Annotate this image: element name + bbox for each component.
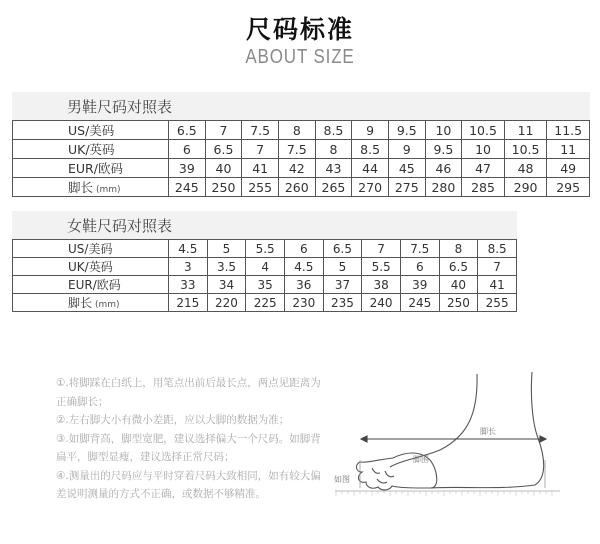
size-cell: 240 — [362, 294, 401, 312]
size-cell: 8 — [315, 140, 352, 159]
size-cell: 4.5 — [284, 258, 323, 276]
size-cell: 10.5 — [462, 121, 505, 140]
size-cell: 48 — [504, 159, 547, 178]
size-cell: 9.5 — [425, 140, 462, 159]
size-cell: 39 — [169, 159, 206, 178]
size-cell: 41 — [242, 159, 279, 178]
size-cell: 250 — [439, 294, 478, 312]
size-cell: 235 — [323, 294, 362, 312]
size-cell: 4.5 — [169, 240, 208, 258]
size-cell: 7.5 — [400, 240, 439, 258]
size-cell: 275 — [388, 178, 425, 197]
size-cell: 40 — [439, 276, 478, 294]
size-cell: 245 — [400, 294, 439, 312]
measurement-instructions — [56, 374, 331, 504]
row-label-text: EUR/欧码 — [68, 278, 121, 292]
foot-icon — [330, 360, 600, 540]
size-cell: 255 — [478, 294, 517, 312]
size-cell: 3 — [169, 258, 208, 276]
size-cell: 225 — [246, 294, 285, 312]
size-cell: 38 — [362, 276, 401, 294]
size-cell: 245 — [169, 178, 206, 197]
size-cell: 4 — [246, 258, 285, 276]
size-cell: 41 — [478, 276, 517, 294]
size-cell: 290 — [504, 178, 547, 197]
row-label — [13, 258, 169, 276]
row-label — [13, 240, 169, 258]
size-cell: 6 — [400, 258, 439, 276]
size-cell: 7.5 — [278, 140, 315, 159]
size-cell: 42 — [278, 159, 315, 178]
women-size-chart — [12, 211, 517, 312]
size-cell: 5.5 — [362, 258, 401, 276]
size-cell: 8.5 — [352, 140, 389, 159]
size-cell: 40 — [205, 159, 242, 178]
size-cell: 8.5 — [315, 121, 352, 140]
row-label-text: EUR/欧码 — [68, 161, 123, 176]
size-cell: 11.5 — [547, 121, 590, 140]
size-cell: 43 — [315, 159, 352, 178]
size-cell: 7 — [242, 140, 279, 159]
size-cell: 270 — [352, 178, 389, 197]
row-label-text: UK/英码 — [68, 142, 115, 157]
page-title: 尺码标准 — [245, 15, 354, 44]
size-cell: 250 — [205, 178, 242, 197]
men-size-chart — [12, 92, 590, 197]
size-cell: 10.5 — [504, 140, 547, 159]
unit-label: (mm) — [96, 185, 121, 195]
row-label-text: US/美码 — [68, 123, 115, 138]
size-cell: 9 — [388, 140, 425, 159]
size-cell: 39 — [400, 276, 439, 294]
size-cell: 11 — [547, 140, 590, 159]
size-cell: 8.5 — [478, 240, 517, 258]
size-cell: 6.5 — [439, 258, 478, 276]
size-cell: 6.5 — [323, 240, 362, 258]
size-cell: 47 — [462, 159, 505, 178]
instruction-2: ②.左右脚大小有微小差距，应以大脚的数据为准； — [56, 414, 290, 426]
size-cell: 260 — [278, 178, 315, 197]
size-cell: 6.5 — [169, 121, 206, 140]
women-size-table — [12, 239, 517, 312]
row-label-text: UK/英码 — [68, 260, 113, 274]
size-cell: 5 — [207, 240, 246, 258]
size-cell: 230 — [284, 294, 323, 312]
size-cell: 6.5 — [205, 140, 242, 159]
diagram-side-label: 如图 — [334, 475, 350, 484]
table-row — [13, 276, 517, 294]
foot-length-label: 脚长 — [480, 427, 496, 436]
instruction-4: ④.测量出的尺码应与平时穿着尺码大致相同，如有较大偏差说明测量的方式不正确，或数据不够精准。 — [56, 469, 321, 500]
size-cell: 255 — [242, 178, 279, 197]
row-label-text: 脚长 — [68, 296, 93, 310]
size-cell: 35 — [246, 276, 285, 294]
size-cell: 8 — [278, 121, 315, 140]
size-cell: 295 — [547, 178, 590, 197]
size-cell: 6 — [169, 140, 206, 159]
men-size-table — [12, 120, 590, 197]
table-row — [13, 178, 590, 197]
foot-girth-label: 脚围 — [413, 455, 429, 464]
size-cell: 6 — [284, 240, 323, 258]
size-cell: 11 — [504, 121, 547, 140]
size-cell: 5 — [323, 258, 362, 276]
table-row — [13, 240, 517, 258]
size-cell: 10 — [462, 140, 505, 159]
size-cell: 7 — [205, 121, 242, 140]
size-cell: 265 — [315, 178, 352, 197]
size-cell: 9.5 — [388, 121, 425, 140]
size-cell: 7.5 — [242, 121, 279, 140]
women-table-title: 女鞋尺码对照表 — [12, 211, 517, 239]
size-cell: 285 — [462, 178, 505, 197]
row-label — [13, 121, 169, 140]
table-row — [13, 258, 517, 276]
instruction-1: ①.将脚踩在白纸上，用笔点出前后最长点，两点见距离为正确脚长； — [56, 377, 321, 408]
row-label-text: US/美码 — [68, 242, 113, 256]
size-cell: 37 — [323, 276, 362, 294]
size-cell: 280 — [425, 178, 462, 197]
row-label — [13, 140, 169, 159]
row-label — [13, 159, 169, 178]
row-label — [13, 294, 169, 312]
page-subtitle: ABOUT SIZE — [245, 46, 355, 68]
unit-label: (mm) — [95, 300, 120, 310]
size-cell: 9 — [352, 121, 389, 140]
table-row — [13, 121, 590, 140]
instruction-3: ③.如脚背高，脚型宽肥，建议选择偏大一个尺码。如脚背扁平，脚型显瘦，建议选择正常尺码； — [56, 432, 321, 463]
size-cell: 46 — [425, 159, 462, 178]
size-cell: 33 — [169, 276, 208, 294]
size-cell: 49 — [547, 159, 590, 178]
size-cell: 36 — [284, 276, 323, 294]
table-row — [13, 294, 517, 312]
size-cell: 45 — [388, 159, 425, 178]
size-cell: 5.5 — [246, 240, 285, 258]
row-label-text: 脚长 — [68, 180, 94, 195]
table-row — [13, 159, 590, 178]
size-cell: 3.5 — [207, 258, 246, 276]
table-row — [13, 140, 590, 159]
size-cell: 10 — [425, 121, 462, 140]
row-label — [13, 276, 169, 294]
size-cell: 34 — [207, 276, 246, 294]
men-table-title: 男鞋尺码对照表 — [12, 92, 590, 120]
foot-measurement-illustration — [330, 360, 600, 544]
size-cell: 7 — [362, 240, 401, 258]
size-cell: 8 — [439, 240, 478, 258]
size-cell: 7 — [478, 258, 517, 276]
size-cell: 44 — [352, 159, 389, 178]
size-cell: 215 — [169, 294, 208, 312]
row-label — [13, 178, 169, 197]
size-cell: 220 — [207, 294, 246, 312]
